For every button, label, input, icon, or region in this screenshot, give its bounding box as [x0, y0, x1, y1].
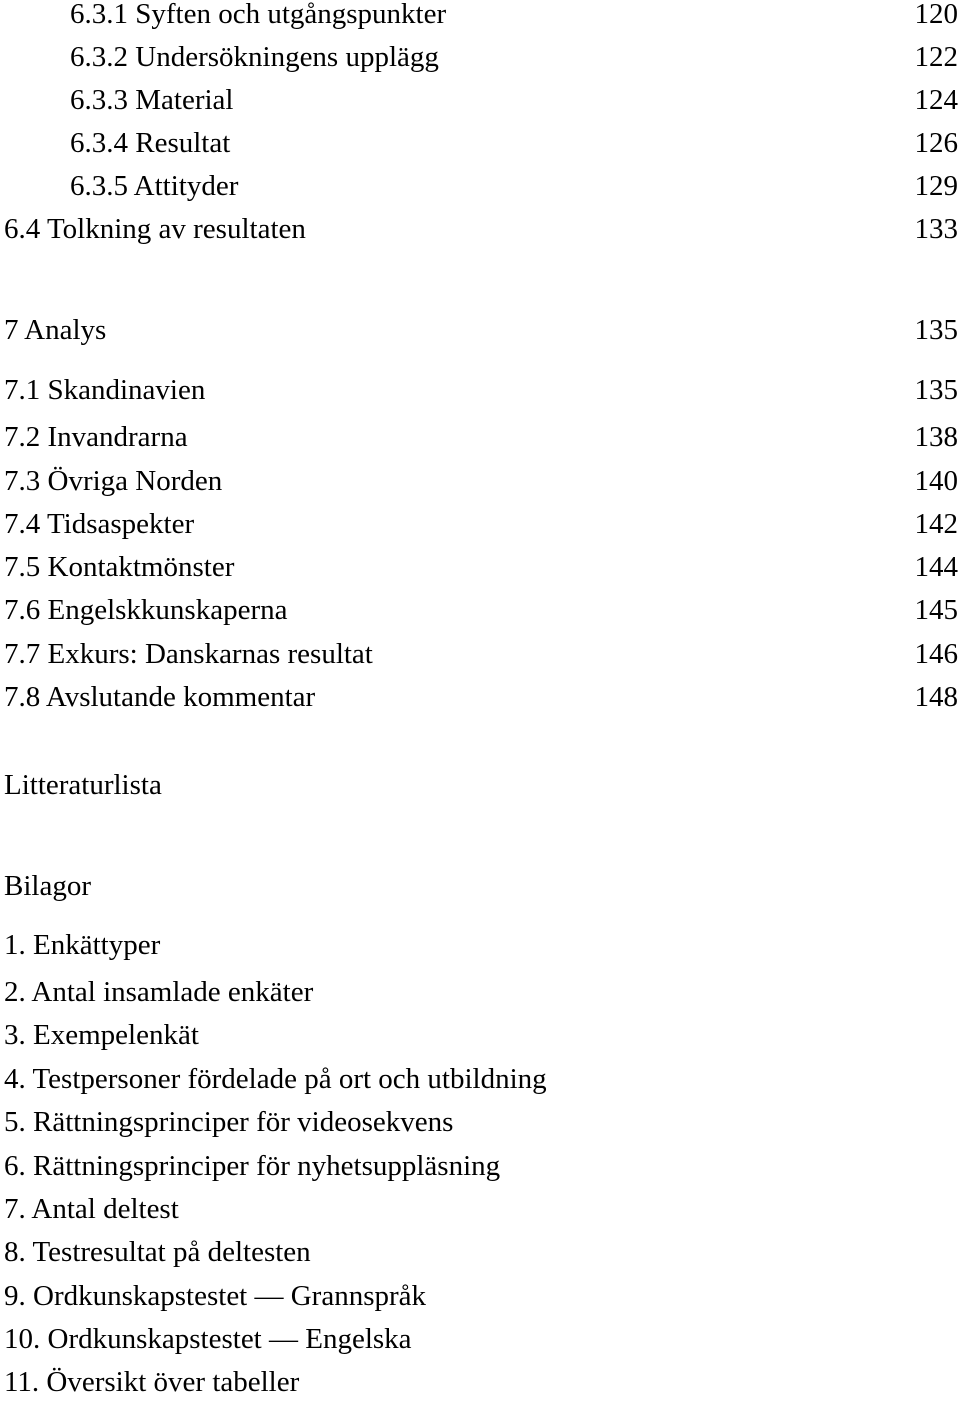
- toc-entry-title: 7.7 Exkurs: Danskarnas resultat: [4, 638, 373, 670]
- toc-entry-title: 6.3.1 Syften och utgångspunkter: [70, 0, 447, 30]
- toc-entry-page: 146: [914, 638, 958, 670]
- appendix-item: [0, 1362, 960, 1402]
- appendix-item-title: 11. Översikt över tabeller: [4, 1366, 300, 1398]
- toc-chapter-title: 7 Analys: [4, 314, 107, 346]
- appendix-item-title: 4. Testpersoner fördelade på ort och utbildning: [4, 1063, 547, 1095]
- toc-entry: [0, 590, 960, 630]
- toc-entry: [0, 123, 960, 163]
- appendix-item-title: 7. Antal deltest: [4, 1193, 179, 1225]
- toc-entry-page: 148: [914, 681, 958, 713]
- toc-entry-title: 6.3.5 Attityder: [70, 170, 239, 202]
- appendix-item: [0, 1015, 960, 1055]
- toc-entry-title: 7.5 Kontaktmönster: [4, 551, 235, 583]
- toc-chapter: [0, 765, 960, 805]
- toc-entry: [0, 370, 960, 410]
- appendix-item-title: 6. Rättningsprinciper för nyhetsuppläsning: [4, 1150, 501, 1182]
- toc-entry: [0, 504, 960, 544]
- toc-entry: [0, 461, 960, 501]
- appendix-item-title: 1. Enkättyper: [4, 929, 161, 961]
- appendix-item-title: 3. Exempelenkät: [4, 1019, 199, 1051]
- toc-entry: [0, 0, 960, 34]
- toc-entry-page: 145: [914, 594, 958, 626]
- toc-entry: [0, 634, 960, 674]
- toc-entry: [0, 417, 960, 457]
- appendix-item: [0, 1102, 960, 1142]
- toc-entry-title: 6.3.2 Undersökningens upplägg: [70, 41, 439, 73]
- appendix-item: [0, 1059, 960, 1099]
- toc-entry: [0, 209, 960, 249]
- toc-entry-page: 126: [914, 127, 958, 159]
- toc-entry-title: 6.3.4 Resultat: [70, 127, 231, 159]
- toc-entry-title: 7.3 Övriga Norden: [4, 465, 223, 497]
- toc-entry-title: 7.2 Invandrarna: [4, 421, 188, 453]
- toc-entry-page: 138: [914, 421, 958, 453]
- toc-entry: [0, 677, 960, 717]
- toc-entry-title: 7.1 Skandinavien: [4, 374, 206, 406]
- toc-entry-page: 133: [914, 213, 958, 245]
- appendix-item: [0, 1189, 960, 1229]
- toc-entry-title: 6.3.3 Material: [70, 84, 234, 116]
- toc-entry-page: 142: [914, 508, 958, 540]
- toc-entry-title: 7.8 Avslutande kommentar: [4, 681, 316, 713]
- toc-chapter-title: Litteraturlista: [4, 769, 162, 801]
- toc-entry: [0, 166, 960, 206]
- appendix-item: [0, 1276, 960, 1316]
- appendix-item-title: 10. Ordkunskapstestet — Engelska: [4, 1323, 412, 1355]
- toc-entry: [0, 80, 960, 120]
- toc-entry-page: 129: [914, 170, 958, 202]
- appendix-item-title: 2. Antal insamlade enkäter: [4, 976, 314, 1008]
- toc-chapter: [0, 866, 960, 906]
- appendix-item: [0, 1146, 960, 1186]
- appendix-item-title: 5. Rättningsprinciper för videosekvens: [4, 1106, 454, 1138]
- toc-entry-page: 120: [914, 0, 958, 30]
- toc-entry-title: 7.6 Engelskkunskaperna: [4, 594, 288, 626]
- toc-entry: [0, 37, 960, 77]
- toc-entry-title: 6.4 Tolkning av resultaten: [4, 213, 306, 245]
- toc-entry-page: 135: [914, 374, 958, 406]
- appendix-item-title: 8. Testresultat på deltesten: [4, 1236, 311, 1268]
- appendix-item-title: 9. Ordkunskapstestet — Grannspråk: [4, 1280, 427, 1312]
- toc-entry-page: 144: [914, 551, 958, 583]
- toc-entry-page: 140: [914, 465, 958, 497]
- toc-entry-page: 122: [914, 41, 958, 73]
- appendix-item: [0, 1232, 960, 1272]
- toc-entry: [0, 547, 960, 587]
- toc-entry-page: 124: [914, 84, 958, 116]
- appendix-item: [0, 972, 960, 1012]
- toc-chapter-title: Bilagor: [4, 870, 91, 902]
- toc-entry-title: 7.4 Tidsaspekter: [4, 508, 195, 540]
- toc-chapter: [0, 310, 960, 350]
- appendix-item: [0, 1319, 960, 1359]
- toc-chapter-page: 135: [914, 314, 958, 346]
- appendix-item: [0, 925, 960, 965]
